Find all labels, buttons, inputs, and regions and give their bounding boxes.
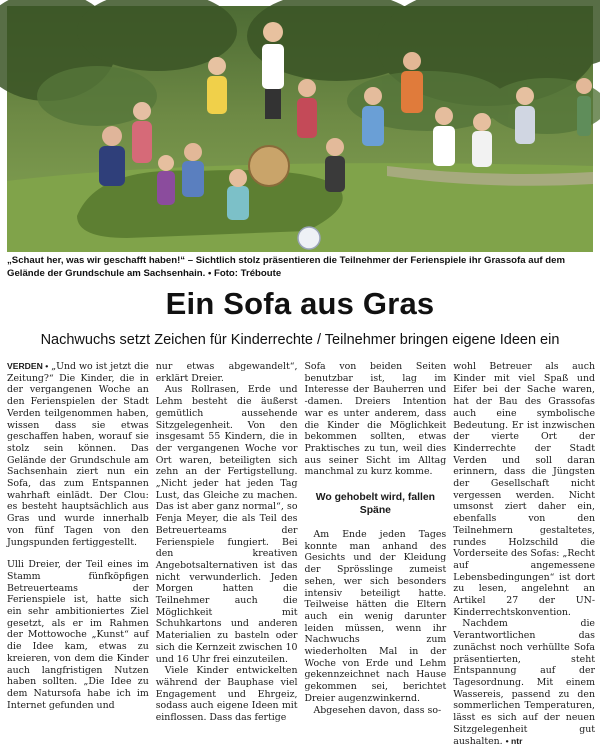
- photo-caption: „Schaut her, was wir geschafft haben!“ – Sichtlich stolz präsentieren die Teilnehmer der Ferienspiele ihr Grassofa auf dem Gelände der Grundschule am Sachsenhain. • Foto: Tréboute: [7, 255, 566, 279]
- article-column-4: [453, 361, 595, 747]
- ball: [298, 227, 320, 249]
- paragraph: Viele Kinder entwickelten während der Bauphase viel Engagement und Ehrgeiz, sodass auch eigene Ideen mit einflossen. Dass das fertige: [155, 665, 298, 724]
- crosshead: Wo gehobelt wird, fallen Späne: [315, 492, 436, 516]
- article-column-1: [7, 361, 149, 711]
- round-wooden-sign: [249, 146, 289, 186]
- author-initials: • ntr: [505, 735, 523, 746]
- subheadline: Nachwuchs setzt Zeichen für Kinderrechte / Teilnehmer bringen eigene Ideen ein: [40, 332, 560, 348]
- paragraph: Aus Rollrasen, Erde und Lehm besteht die äußerst gemütlich aussehende Sitzgelegenheit. Von den insgesamt 55 Kindern, die in der vergangenen Woche vor Ort waren, beteiligten sich zehn an der Fertigstellung. „Nicht jeder hat jeden Tag Lust, das Gleiche zu machen. Das ist aber ganz normal“, so Fenja Meyer, die als Teil des Betreuerteams der Ferienspiele fungiert. Bei den kreativen Angebotsalternativen ist das nicht verwunderlich. Jeden Morgen hatten die Teilnehmer auch die Möglichkeit mit Schuhkartons und anderen Materialien zu basteln oder sich die Kernzeit zwischen 10 und 16 Uhr frei einzuteilen.: [155, 384, 298, 665]
- paragraph: [7, 361, 149, 548]
- paragraph: wohl Betreuer als auch Kinder mit viel Spaß und Eifer bei der Sache waren, hat der Bau des Grassofas auch eine symbolische Bedeutung. Er ist inzwischen der vierte Ort der Kinderrechte der Stadt Verden und soll daran erinnern, dass die Jüngsten der Gesellschaft nicht vergessen werden. Nicht umsonst ziert daher ein, ebenfalls von den Teilnehmern gestaltetes, rundes Holzschild die Vorderseite des Sofas: „Recht auf angemessene Lebensbedingungen“ ist dort zu lesen, angelehnt an Artikel 27 der UN-Kinderrechtskonvention.: [453, 361, 595, 618]
- article-column-2: [155, 361, 298, 724]
- article-body: [7, 361, 595, 747]
- paragraph-text: „Und wo ist jetzt die Zeitung?“ Die Kinder, die in der vergangenen Woche an den Ferienspielen der Stadt Verden teilgenommen haben, wissen dass sie etwas geschaffen haben, worauf sie stolz sein können. Das Gelände der Grundschule am Sachsenhain ziert nun ein Sofa, das zum Entspannen wahrhaft einlädt. Der Clou: es besteht hauptsächlich aus Gras und wurde innerhalb von fünf Tagen von den Jungspunden fertiggestellt.: [7, 361, 149, 548]
- paragraph-text: Nachdem die Verantwortlichen das zunächst noch verhüllte Sofa präsentierten, steht Entspannung auf der Tagesordnung. Mit einem Wassereis, passend zu den sommerlichen Temperaturen, lässt es sich auf der neuen Sitzgelegenheit gut aushalten.: [453, 618, 595, 747]
- group-photo-illustration: [7, 6, 593, 252]
- group-photo: [7, 6, 593, 252]
- paragraph: Am Ende jeden Tages konnte man anhand des Gesichts und der Kleidung der Sprösslinge zumeist sehen, wer sich besonders intensiv beteiligt hatte. Teilweise hätten die Eltern auch ein wenig darunter leiden müssen, wenn ihr Nachwuchs zum wiederholten Mal in der Woche von Erde und Lehm gekennzeichnet nach Hause gekommen sei, berichtet Dreier augenzwinkernd.: [304, 529, 447, 704]
- paragraph: Sofa von beiden Seiten benutzbar ist, lag im Interesse der Bauherren und -damen. Dreiers Intention war es unter anderem, dass die Kinder die Möglichkeit bekommen sollten, etwas Praktisches zu tun, weil dies aus seiner Sicht im Alltag manchmal zu kurz komme.: [304, 361, 447, 478]
- paragraph: nur etwas abgewandelt“, erklärt Dreier.: [155, 361, 298, 384]
- paragraph: [453, 618, 595, 747]
- dateline: VERDEN •: [7, 361, 49, 371]
- headline: Ein Sofa aus Gras: [165, 286, 435, 321]
- article-column-3: [304, 361, 447, 716]
- paragraph: Ulli Dreier, der Teil eines im Stamm fünfköpfigen Betreuerteams der Ferienspiele ist, hatte sich ein sehr ambitioniertes Ziel gesetzt, als er im Rahmen der Mottowoche „Kunst“ auf die Idee kam, etwas zu kreieren, von dem die Kinder auch langfristigen Nutzen haben sollten. „Die Idee zu dem Natursofa habe ich im Internet gefunden und: [7, 559, 149, 711]
- paragraph: Abgesehen davon, dass so-: [313, 704, 442, 716]
